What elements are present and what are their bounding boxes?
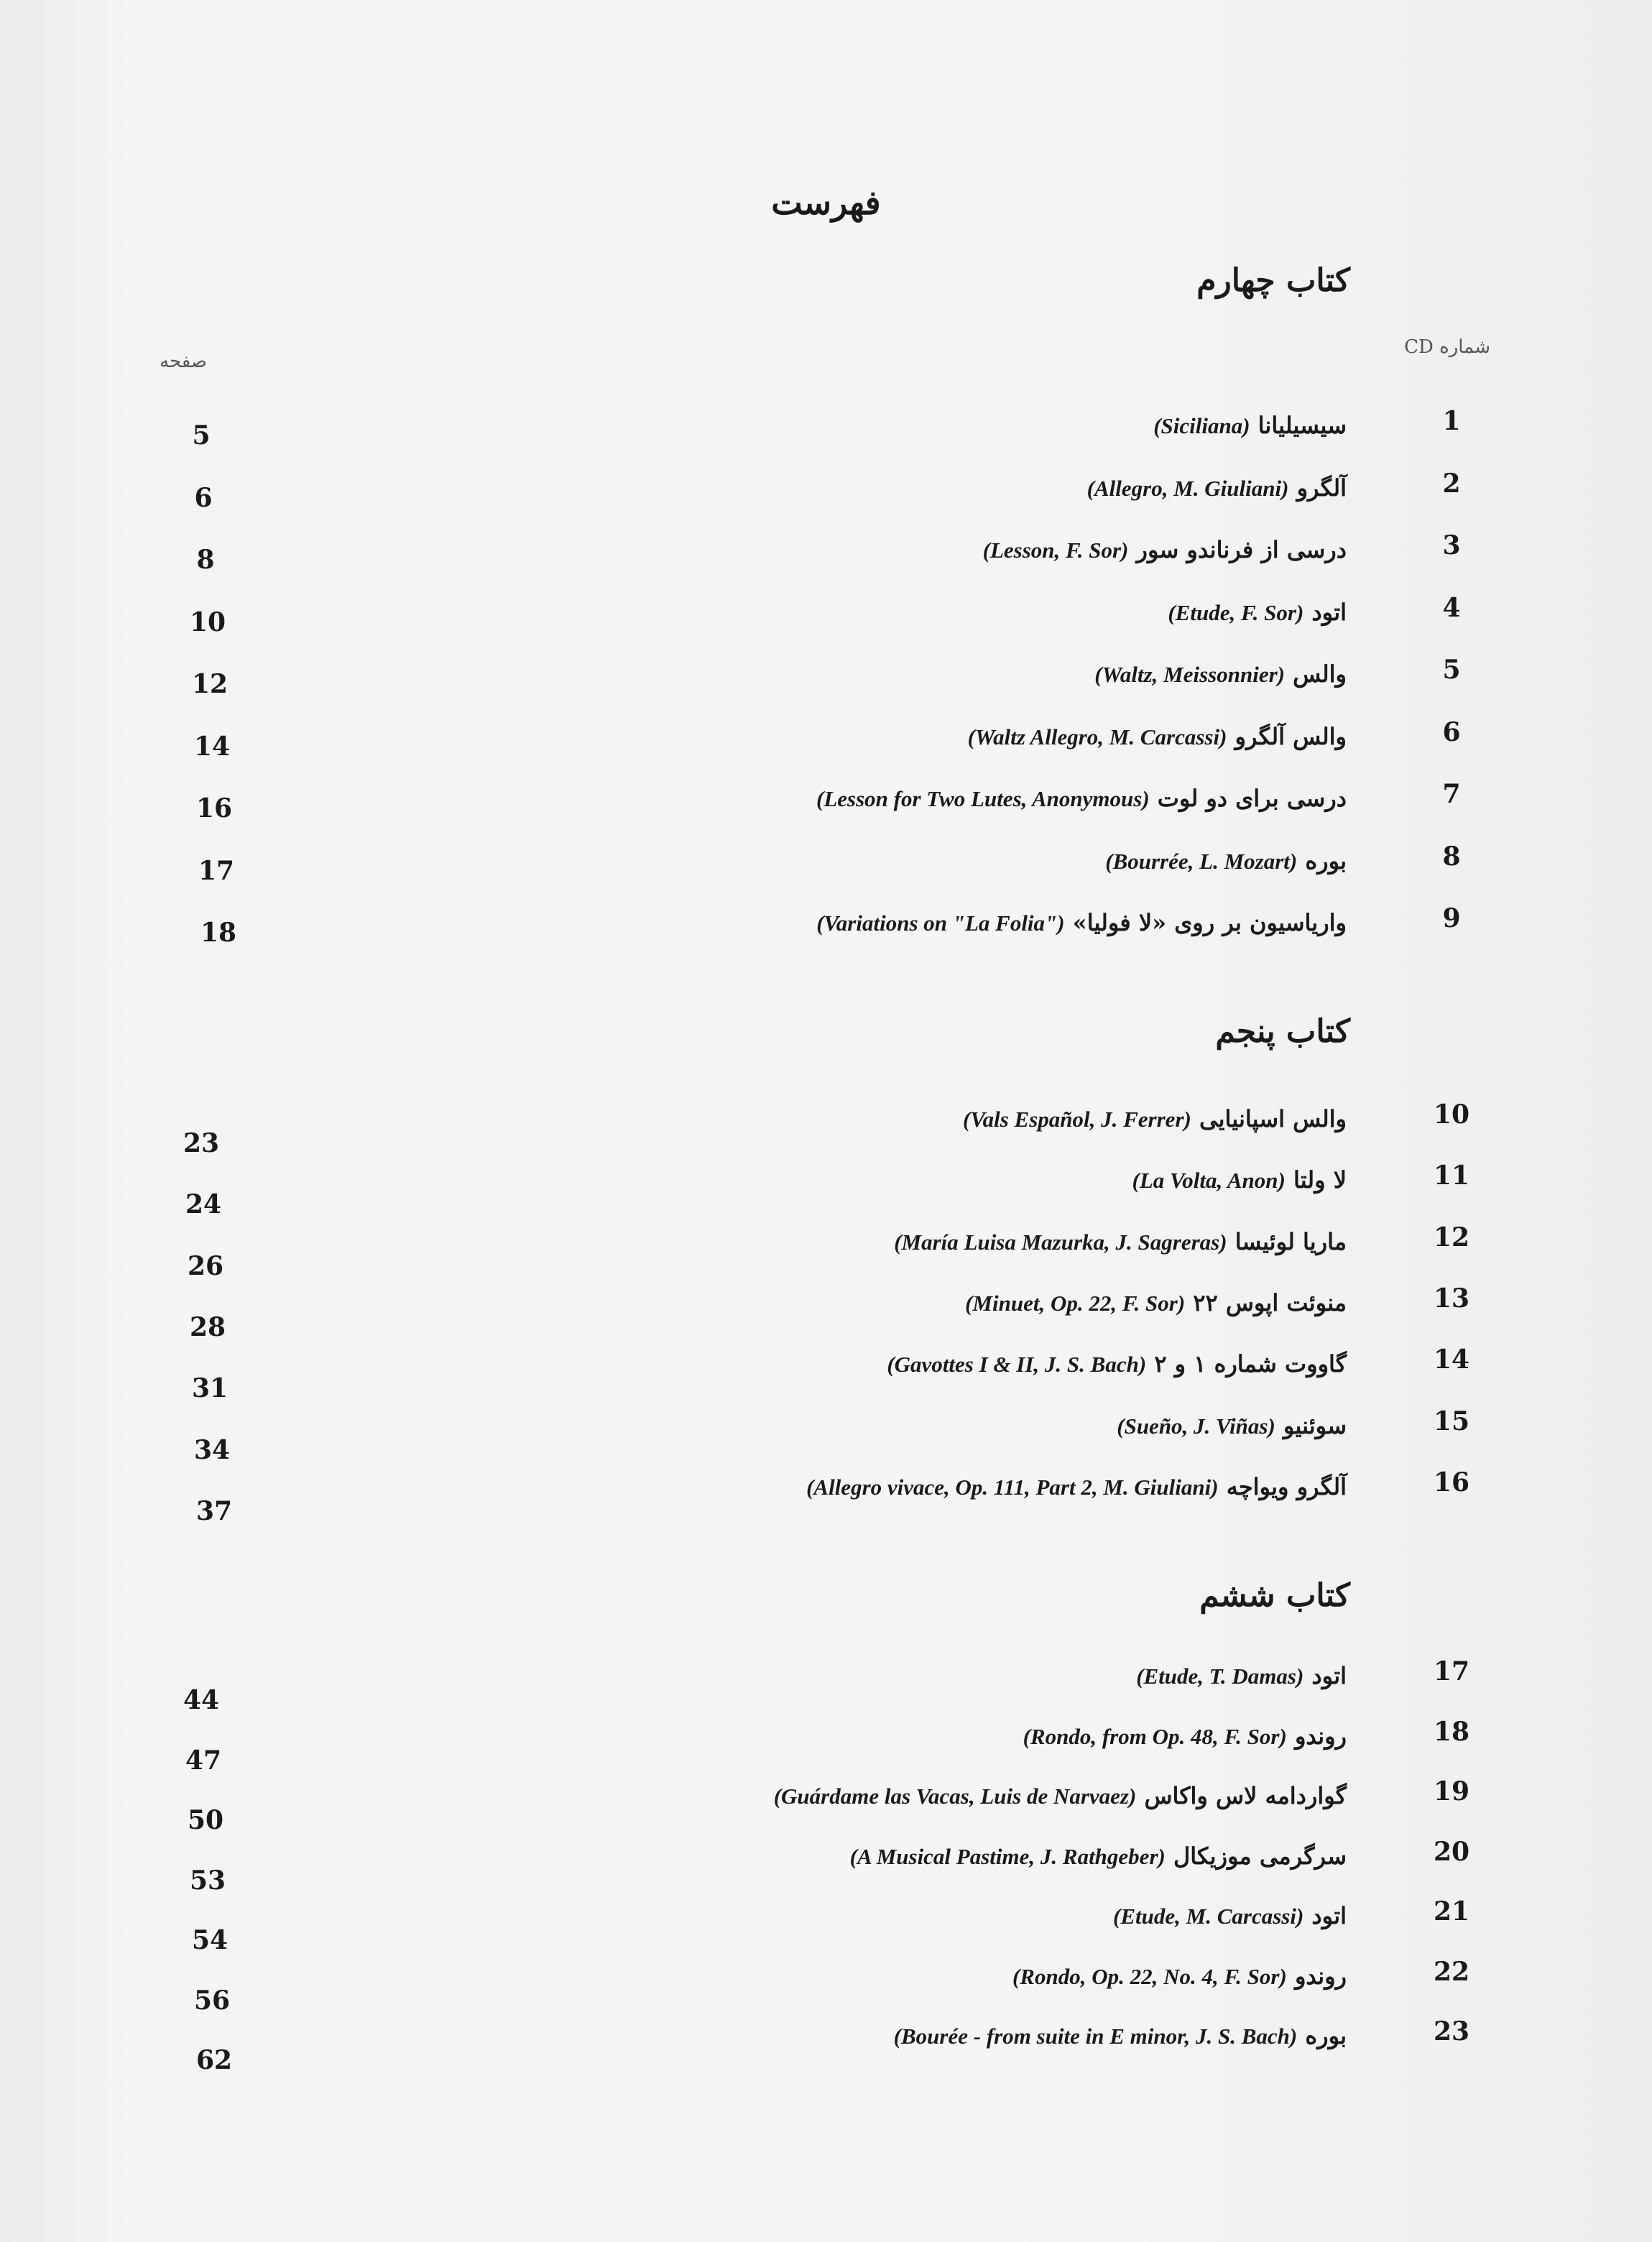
entry-title xyxy=(806,1473,1347,1500)
entry-title-persian: روندو xyxy=(1286,1722,1347,1750)
entry-title-latin: (María Luisa Mazurka, J. Sagreras) xyxy=(894,1229,1227,1255)
cd-number: 11 xyxy=(1433,1161,1470,1191)
entry-title-latin: (Siciliana) xyxy=(1153,413,1250,438)
page-number: 16 xyxy=(195,793,233,824)
cd-number-header: شماره CD xyxy=(1404,336,1490,358)
toc-row xyxy=(0,1283,1652,1342)
cd-number: 18 xyxy=(1433,1716,1470,1747)
page-number: 10 xyxy=(189,606,226,637)
toc-row xyxy=(0,1716,1652,1776)
page-number: 18 xyxy=(200,918,237,948)
entry-title-persian: بوره xyxy=(1297,846,1347,875)
cd-number: 1 xyxy=(1442,406,1461,436)
cd-number: 21 xyxy=(1433,1896,1470,1927)
page-number: 24 xyxy=(185,1189,222,1220)
entry-title-persian: واریاسیون بر روی «لا فولیا» xyxy=(1064,909,1347,936)
cd-number: 3 xyxy=(1442,530,1461,560)
entry-title-latin: (Allegro, M. Giuliani) xyxy=(1086,475,1289,501)
entry-title xyxy=(1168,599,1347,626)
section-title-book-5: کتاب پنجم xyxy=(1215,1013,1350,1050)
entry-title-persian: والس آلگرو xyxy=(1227,722,1347,750)
page-number: 56 xyxy=(193,1985,231,2016)
page-number: 53 xyxy=(189,1865,226,1896)
page-number: 23 xyxy=(183,1128,220,1158)
entry-title-persian: والس xyxy=(1284,660,1347,688)
cd-number: 12 xyxy=(1433,1222,1470,1253)
cd-number: 8 xyxy=(1442,841,1461,872)
entry-title-latin: (Etude, F. Sor) xyxy=(1168,599,1304,625)
toc-row xyxy=(0,1467,1652,1526)
page-number: 31 xyxy=(191,1373,229,1404)
entry-title-latin: (Etude, M. Carcassi) xyxy=(1113,1904,1304,1929)
cd-number: 9 xyxy=(1442,903,1461,933)
toc-row xyxy=(0,841,1652,885)
page-number: 17 xyxy=(198,855,235,886)
toc-row xyxy=(0,406,1652,449)
entry-title-latin: (Allegro vivace, Op. 111, Part 2, M. Giuliani) xyxy=(806,1474,1219,1500)
entry-title-persian: ماریا لوئیسا xyxy=(1227,1227,1347,1255)
entry-title-persian: آلگرو xyxy=(1288,474,1347,502)
toc-row xyxy=(0,1344,1652,1404)
cd-number: 5 xyxy=(1442,655,1461,685)
cd-number: 19 xyxy=(1433,1776,1470,1807)
cd-number: 15 xyxy=(1433,1406,1470,1436)
toc-row xyxy=(0,903,1652,946)
entry-title-persian: سیسیلیانا xyxy=(1250,412,1347,439)
toc-row xyxy=(0,1776,1652,1835)
entry-title-persian: اتود xyxy=(1303,598,1347,626)
entry-title xyxy=(887,1350,1347,1378)
cd-number: 7 xyxy=(1442,779,1461,809)
entry-title-persian: والس اسپانیایی xyxy=(1191,1105,1347,1132)
page-title: فهرست xyxy=(771,183,881,222)
entry-title xyxy=(1132,1166,1347,1194)
section-title-book-4: کتاب چهارم xyxy=(1196,262,1350,299)
entry-title-latin: (Rondo, from Op. 48, F. Sor) xyxy=(1023,1723,1287,1749)
toc-row xyxy=(0,1161,1652,1220)
page-number: 6 xyxy=(194,482,213,513)
entry-title-latin: (Sueño, J. Viñas) xyxy=(1117,1413,1275,1439)
entry-title-latin: (La Volta, Anon) xyxy=(1132,1168,1286,1194)
entry-title xyxy=(1105,847,1347,875)
cd-number: 4 xyxy=(1442,592,1461,623)
toc-row xyxy=(0,469,1652,512)
toc-row xyxy=(0,1656,1652,1715)
page-number: 26 xyxy=(187,1250,224,1281)
entry-title-latin: (Bourrée, L. Mozart) xyxy=(1105,848,1298,874)
section-title-book-6: کتاب ششم xyxy=(1199,1577,1350,1614)
entry-title xyxy=(894,2022,1347,2049)
entry-title-latin: (Lesson for Two Lutes, Anonymous) xyxy=(816,786,1150,811)
page-number: 5 xyxy=(192,420,211,451)
entry-title-latin: (Minuet, Op. 22, F. Sor) xyxy=(965,1290,1186,1316)
entry-title xyxy=(1023,1722,1347,1750)
entry-title-persian: درسی برای دو لوت xyxy=(1149,785,1347,812)
entry-title-latin: (Waltz Allegro, M. Carcassi) xyxy=(967,724,1227,749)
page-number: 47 xyxy=(185,1745,222,1776)
entry-title xyxy=(1094,660,1347,688)
entry-title xyxy=(1117,1412,1347,1439)
entry-title xyxy=(816,909,1347,936)
entry-title-persian: آلگرو ویواچه xyxy=(1218,1472,1347,1500)
toc-row xyxy=(0,1956,1652,2016)
entry-title xyxy=(1087,474,1347,502)
cd-number: 20 xyxy=(1433,1836,1470,1867)
page-number-header: صفحه xyxy=(160,351,207,372)
entry-title-latin: (A Musical Pastime, J. Rathgeber) xyxy=(849,1843,1166,1869)
cd-number: 17 xyxy=(1433,1656,1470,1687)
toc-row xyxy=(0,530,1652,573)
page-number: 28 xyxy=(189,1311,226,1342)
toc-row xyxy=(0,593,1652,636)
page-number: 8 xyxy=(196,545,215,575)
cd-number: 23 xyxy=(1433,2016,1470,2047)
entry-title xyxy=(1012,1962,1347,1990)
entry-title xyxy=(774,1782,1347,1809)
page-number: 44 xyxy=(183,1685,220,1715)
entry-title-persian: اتود xyxy=(1303,1662,1347,1689)
page-number: 54 xyxy=(191,1925,229,1955)
entry-title xyxy=(1113,1902,1347,1929)
entry-title-latin: (Waltz, Meissonnier) xyxy=(1094,662,1285,687)
entry-title-persian: درسی از فرناندو سور xyxy=(1128,536,1347,563)
cd-number: 6 xyxy=(1442,716,1461,747)
toc-row xyxy=(0,1222,1652,1281)
entry-title-persian: منوئت اپوس ۲۲ xyxy=(1185,1288,1347,1316)
entry-title-persian: سرگرمی موزیکال xyxy=(1165,1842,1347,1870)
entry-title xyxy=(983,536,1347,563)
entry-title-persian: روندو xyxy=(1286,1962,1347,1990)
entry-title-persian: گاووت شماره ۱ و ۲ xyxy=(1146,1350,1347,1378)
entry-title xyxy=(1153,412,1347,439)
page-number: 62 xyxy=(195,2045,233,2075)
entry-title-persian: سوئنیو xyxy=(1275,1411,1347,1439)
toc-row xyxy=(0,655,1652,698)
toc-row xyxy=(0,717,1652,760)
entry-title-latin: (Gavottes I & II, J. S. Bach) xyxy=(887,1352,1147,1378)
entry-title-latin: (Guárdame las Vacas, Luis de Narvaez) xyxy=(773,1784,1137,1809)
entry-title xyxy=(963,1105,1347,1132)
toc-row xyxy=(0,1406,1652,1465)
page-number: 12 xyxy=(191,669,229,699)
page-number: 34 xyxy=(193,1434,231,1465)
toc-row xyxy=(0,1896,1652,1955)
cd-number: 10 xyxy=(1433,1099,1470,1130)
cd-number: 16 xyxy=(1433,1467,1470,1498)
entry-title xyxy=(816,785,1347,812)
toc-row xyxy=(0,1099,1652,1158)
entry-title-latin: (Bourée - from suite in E minor, J. S. Bach) xyxy=(893,2024,1298,2049)
entry-title-latin: (Etude, T. Damas) xyxy=(1136,1664,1304,1689)
cd-number: 13 xyxy=(1433,1283,1470,1314)
entry-title-latin: (Variations on "La Folia") xyxy=(816,910,1065,936)
page-number: 50 xyxy=(187,1805,224,1835)
cd-number: 2 xyxy=(1442,468,1461,499)
page-number: 14 xyxy=(193,731,231,762)
toc-row xyxy=(0,2016,1652,2075)
toc-row xyxy=(0,779,1652,822)
entry-title-persian: لا ولتا xyxy=(1285,1166,1347,1194)
entry-title xyxy=(965,1289,1347,1316)
entry-title xyxy=(968,723,1347,750)
toc-row xyxy=(0,1836,1652,1896)
entry-title xyxy=(1136,1662,1347,1689)
entry-title-persian: اتود xyxy=(1303,1902,1347,1929)
entry-title xyxy=(894,1228,1347,1255)
cd-number: 22 xyxy=(1433,1956,1470,1987)
entry-title-latin: (Rondo, Op. 22, No. 4, F. Sor) xyxy=(1012,1963,1287,1989)
entry-title-persian: بوره xyxy=(1297,2022,1347,2049)
entry-title xyxy=(850,1842,1347,1870)
entry-title-latin: (Vals Español, J. Ferrer) xyxy=(963,1107,1191,1132)
page-number: 37 xyxy=(195,1495,233,1526)
entry-title-latin: (Lesson, F. Sor) xyxy=(982,538,1129,563)
entry-title-persian: گواردامه لاس واکاس xyxy=(1136,1782,1347,1809)
cd-number: 14 xyxy=(1433,1344,1470,1375)
